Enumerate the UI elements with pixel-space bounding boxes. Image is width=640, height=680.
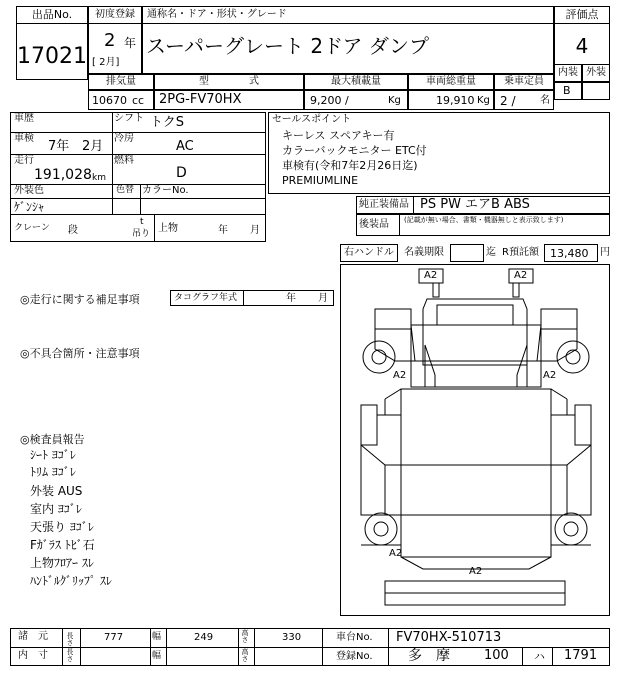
damage-mark: A2 [424, 270, 438, 281]
reg-class: 100 [484, 648, 509, 663]
exterior-grade [582, 82, 610, 100]
genuine-label: 純正装備品 [356, 196, 414, 214]
interior-label: 内装 [554, 64, 582, 82]
displacement-label: 排気量 [88, 74, 154, 90]
inner-width-label: 幅 [152, 651, 162, 661]
color-change-label: 色替 [116, 185, 135, 195]
genuine-equipment: PS PW エアB ABS [420, 197, 530, 212]
damage-mark: A2 [389, 548, 403, 559]
driving-remarks-label: ◎走行に関する補足事項 [20, 293, 140, 306]
inspection-year: 7年 [48, 139, 70, 154]
gross-weight-label: 車両総重量 [408, 74, 494, 90]
inner-dims-label: 内 寸 [18, 650, 48, 661]
color-value: ｹﾞﾝｼｬ [14, 200, 45, 214]
damage-mark: A2 [543, 370, 557, 381]
inspector-line: 天張り ﾖｺﾞﾚ [30, 520, 94, 534]
capacity-value: 2 / [500, 94, 516, 108]
max-load-label: 最大積載量 [304, 74, 408, 90]
inspector-line: 外装 AUS [30, 484, 83, 498]
color-label: 外装色 [14, 185, 44, 196]
upper-year: 年 [218, 225, 228, 236]
inspector-line: ﾊﾝﾄﾞﾙｸﾞﾘｯﾌﾟ ｽﾚ [30, 574, 112, 588]
reg-area: 多 摩 [408, 648, 450, 664]
damage-mark: A2 [514, 270, 528, 281]
mileage-value: 191,028 [34, 167, 92, 183]
reg-label: 登録No. [336, 651, 373, 662]
tacho-month: 月 [318, 293, 328, 304]
displacement-unit: cc [132, 94, 145, 107]
color-code-label: カラーNo. [142, 185, 189, 196]
inner-height-label: 高さ [241, 648, 249, 662]
height-label: 高さ [241, 629, 249, 643]
length-value: 777 [104, 632, 124, 643]
upper-month: 月 [250, 225, 260, 236]
mileage-label: 走行 [14, 155, 34, 166]
reg-kana: ハ [534, 650, 545, 663]
inspection-label: 車検 [14, 133, 34, 144]
lot-label: 出品No. [16, 6, 88, 24]
max-load-value: 9,200 / [310, 94, 349, 107]
sales-point-line: PREMIUMLINE [282, 174, 359, 187]
fuel-value: D [176, 165, 187, 181]
fuel-label: 燃料 [114, 155, 134, 166]
score-label: 評価点 [554, 6, 610, 24]
interior-grade: B [554, 82, 582, 100]
sales-point-line: キーレス スペアキー有 [282, 129, 395, 142]
inspector-line: 上物ﾌﾛｱｰ ｽﾚ [30, 556, 94, 570]
name-change-box [450, 244, 484, 262]
until-label: 迄 [486, 247, 496, 258]
gross-weight-value: 19,910 [436, 94, 475, 107]
capacity-label: 乗車定員 [494, 74, 554, 90]
model-code-label: 型 式 [154, 74, 304, 90]
max-load-unit: Kg [388, 95, 401, 106]
width-label: 幅 [152, 632, 162, 642]
height-value: 330 [282, 632, 302, 643]
ac-value: AC [176, 139, 194, 154]
model-label: 通称名・ドア・形状・グレード [142, 6, 554, 24]
first-reg-year: 2 [104, 30, 116, 51]
damage-mark: A2 [393, 370, 407, 381]
history-label: 車歴 [14, 113, 34, 124]
exterior-label: 外装 [582, 64, 610, 82]
width-value: 249 [194, 632, 214, 643]
inspector-line: ｼｰﾄ ﾖｺﾞﾚ [30, 448, 76, 462]
length-label: 長さ [66, 632, 74, 646]
r-odo-unit: 円 [600, 247, 610, 258]
damage-mark: A2 [469, 566, 483, 577]
defects-label: ◎不具合箇所・注意事項 [20, 347, 140, 360]
dims-label: 諸 元 [18, 631, 48, 642]
r-odo-value: 13,480 [550, 247, 589, 260]
tacho-year: 年 [286, 293, 296, 304]
reg-number: 1791 [564, 648, 598, 663]
first-reg-month: [ 2月] [92, 57, 120, 68]
r-odo-label: R預託額 [502, 247, 539, 258]
aftermarket-label: 後装品 [356, 214, 400, 236]
inspector-line: ﾄﾘﾑ ﾖｺﾞﾚ [30, 465, 76, 479]
first-reg-label: 初度登録 [88, 6, 142, 24]
inner-length-label: 長さ [66, 648, 74, 662]
crane-steps: 段 [68, 225, 78, 236]
inspection-month: 2月 [82, 139, 104, 154]
damage-diagram [340, 264, 610, 616]
name-change-label: 名義期限 [404, 247, 444, 258]
displacement-value: 10670 [92, 94, 127, 107]
shift-value: トクS [150, 115, 184, 130]
aftermarket-note: (記載が無い場合、書類・機器無しと表示致します) [404, 216, 564, 224]
rhd-label: 右ハンドル [340, 244, 398, 262]
crane-ton: t [140, 217, 144, 227]
crane-hang: 吊り [132, 229, 151, 239]
first-reg-year-unit: 年 [124, 36, 137, 50]
model-name: スーパーグレート 2ドア ダンプ [146, 34, 430, 58]
inspector-line: 室内 ﾖｺﾞﾚ [30, 502, 82, 516]
model-code: 2PG-FV70HX [154, 90, 304, 110]
upper-label: 上物 [158, 223, 178, 234]
crane-label: クレーン [14, 223, 50, 233]
sales-point-line: カラーバックモニター ETC付 [282, 144, 427, 157]
score-value: 4 [575, 34, 589, 58]
inspector-line: Fｶﾞﾗｽ ﾄﾋﾞ石 [30, 538, 95, 552]
inspector-label: ◎検査員報告 [20, 433, 85, 446]
chassis-label: 車台No. [336, 632, 373, 643]
capacity-unit: 名 [540, 95, 550, 106]
tacho-label: タコグラフ年式 [170, 290, 244, 306]
gross-weight-unit: Kg [477, 95, 490, 106]
shift-label: シフト [114, 113, 144, 124]
mileage-unit: km [92, 173, 106, 183]
truck-diagram-svg [341, 265, 609, 615]
chassis-number: FV70HX-510713 [396, 630, 502, 645]
lot-number: 17021 [17, 44, 87, 69]
ac-label: 冷房 [114, 133, 134, 144]
sales-point-line: 車検有(令和7年2月26日迄) [282, 159, 418, 172]
sales-points-label: セールスポイント [272, 114, 352, 125]
